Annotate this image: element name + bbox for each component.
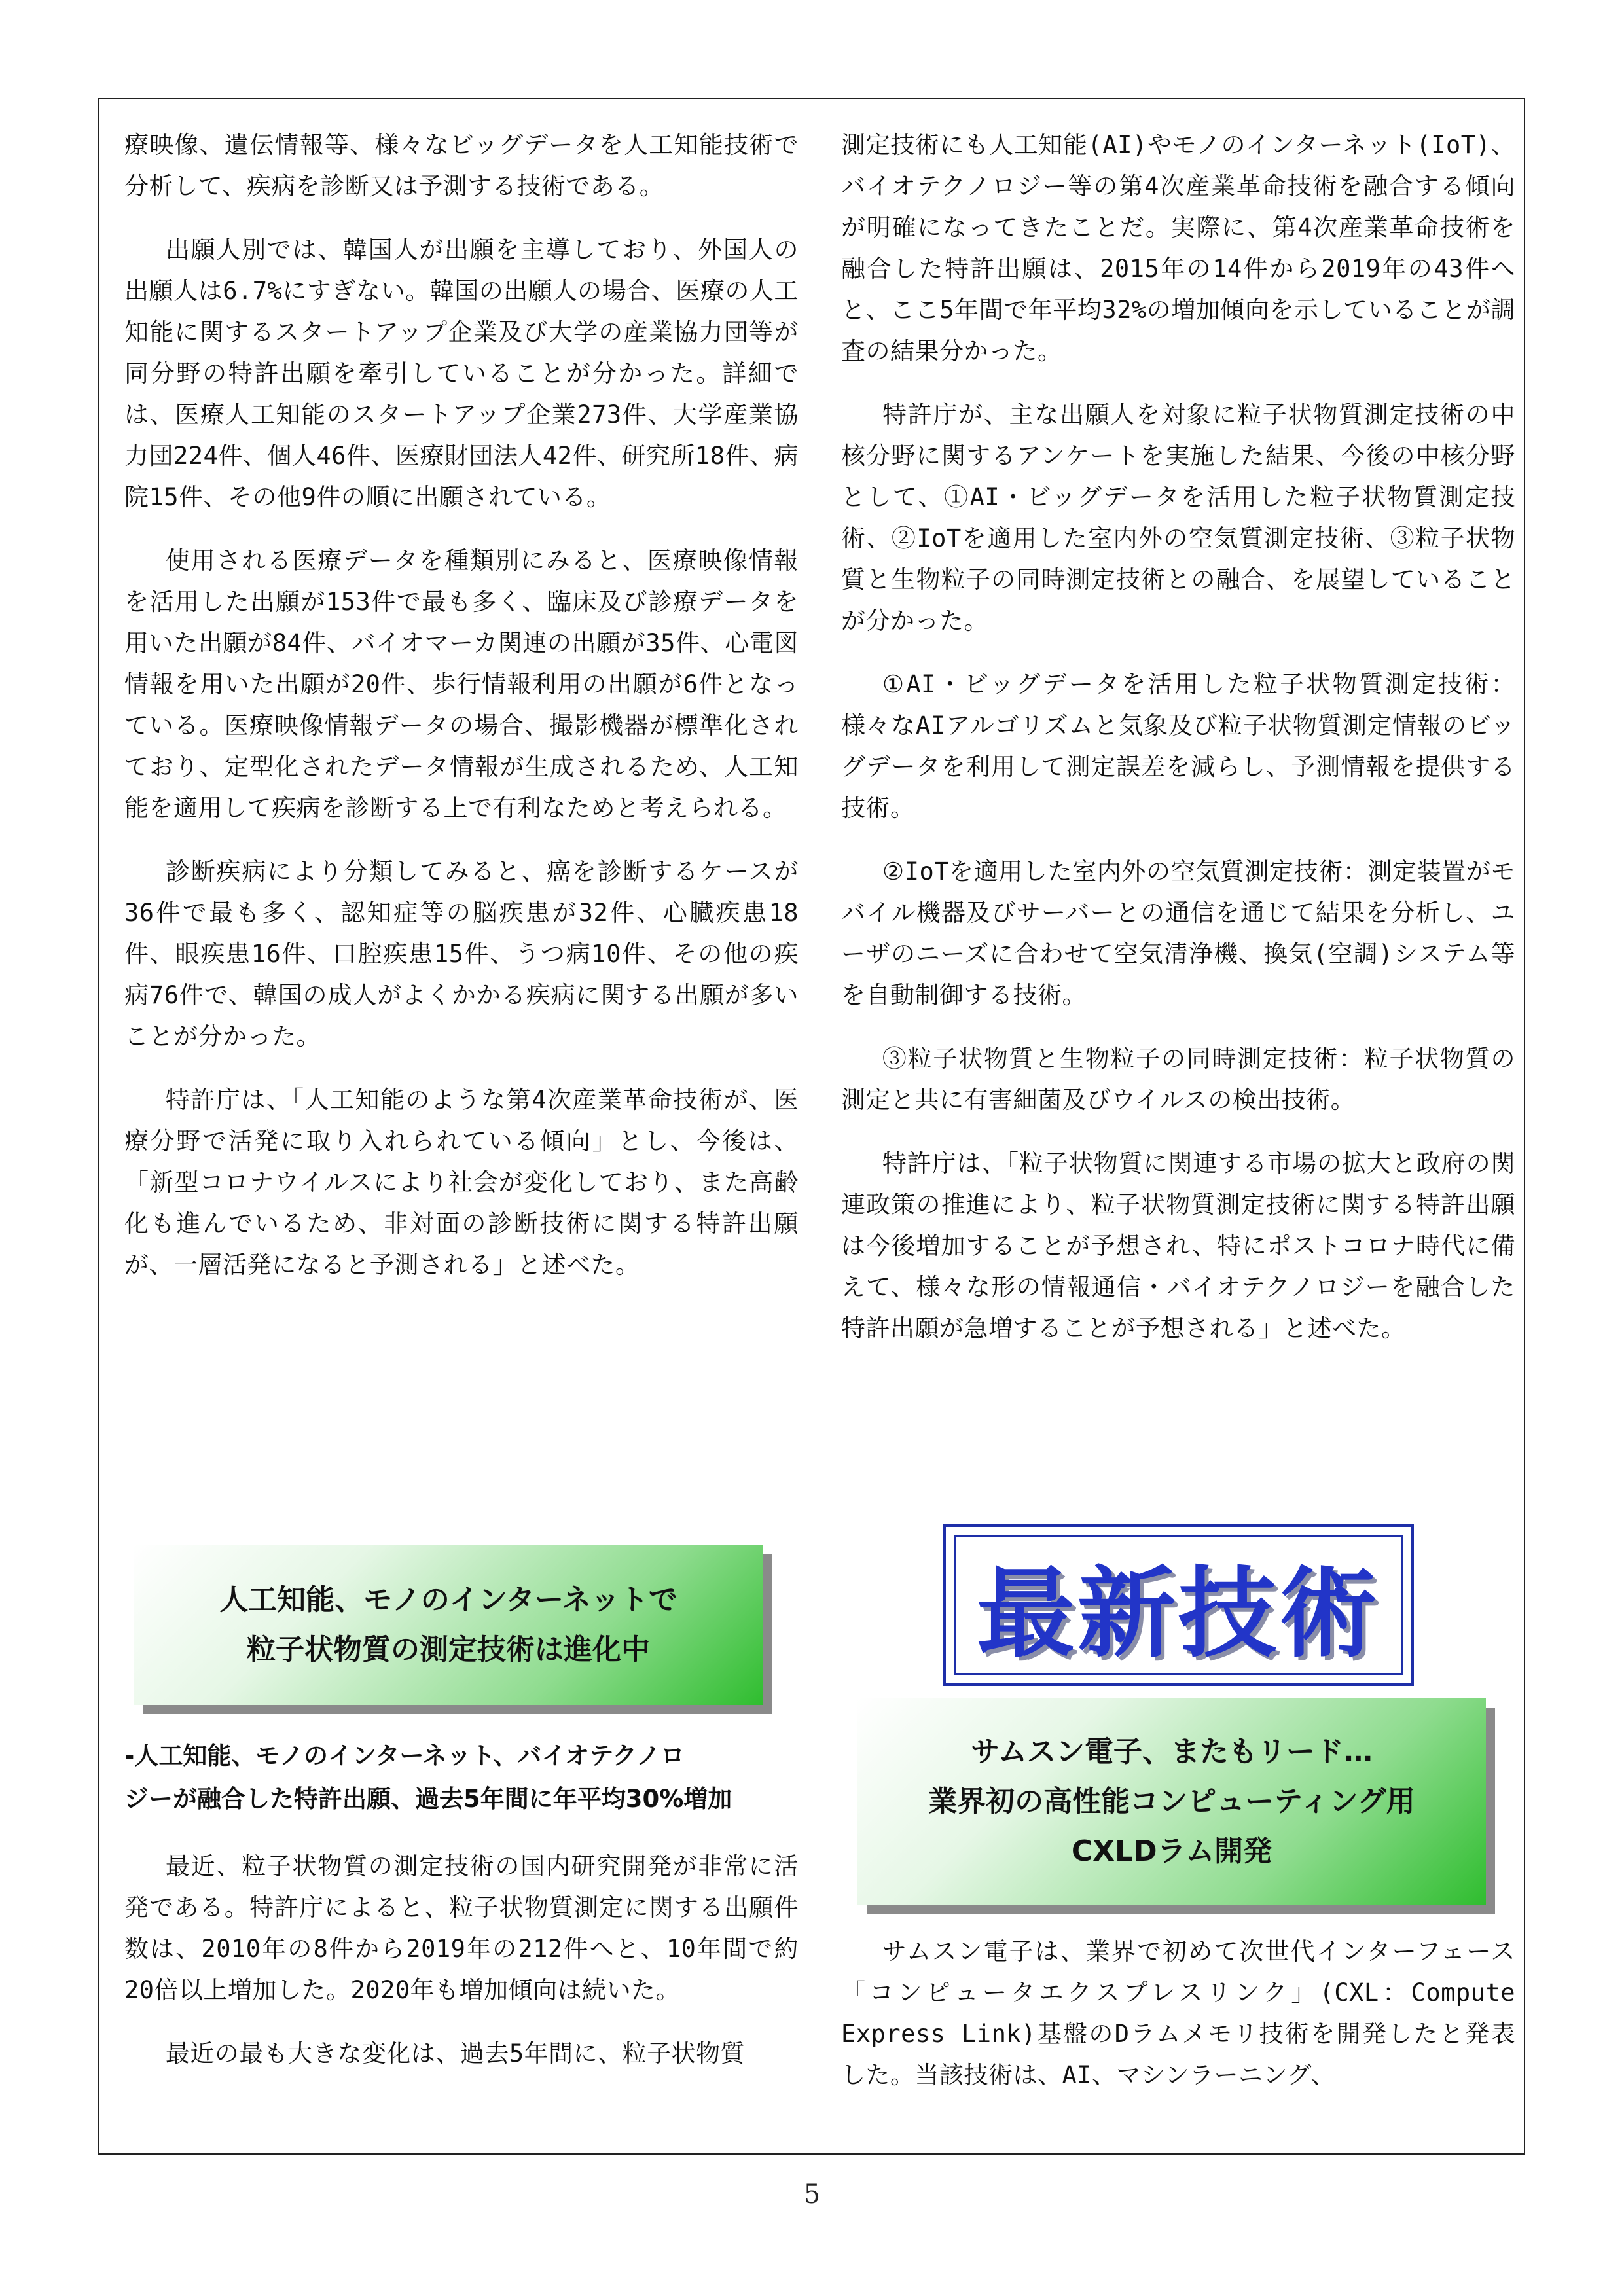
left-column bbox=[124, 124, 799, 1308]
paragraph: 最近、粒子状物質の測定技術の国内研究開発が非常に活発である。特許庁によると、粒子状物質測定に関する出願件数は、2010年の8件から2019年の212件へと、10年間で約20倍以上増加した。2020年も増加傾向は続いた。 bbox=[124, 1852, 799, 2004]
page-number: 5 bbox=[803, 2179, 821, 2210]
right-lower-body bbox=[841, 1931, 1515, 2118]
headline-line: 粒子状物質の測定技術は進化中 bbox=[247, 1632, 650, 1666]
subheadline-line: -人工知能、モノのインターネット、バイオテクノロ bbox=[124, 1742, 685, 1770]
paragraph: サムスン電子は、業界で初めて次世代インターフェース「コンピュータエクスプレスリンク」(CXL：Compute Express Link)基盤のDラムメモリ技術を開発したと発表した。当該技術は、AI、マシンラーニング、 bbox=[841, 1937, 1515, 2089]
article-subheadline bbox=[124, 1734, 799, 1821]
paragraph: ②IoTを適用した室内外の空気質測定技術：測定装置がモバイル機器及びサーバーとの通信を通じて結果を分析し、ユーザのニーズに合わせて空気清浄機、換気(空調)システム等を自動制御する技術。 bbox=[841, 857, 1515, 1009]
article-headline-banner bbox=[857, 1698, 1486, 1905]
badge-inner-border bbox=[954, 1535, 1403, 1675]
paragraph: 診断疾病により分類してみると、癌を診断するケースが36件で最も多く、認知症等の脳疾患が32件、心臓疾患18件、眼疾患16件、口腔疾患15件、うつ病10件、その他の疾病76件で、韓国の成人がよくかかる疾病に関する出願が多いことが分かった。 bbox=[124, 857, 799, 1050]
paragraph: 使用される医療データを種類別にみると、医療映像情報を活用した出願が153件で最も多く、臨床及び診療データを用いた出願が84件、バイオマーカ関連の出願が35件、心電図情報を用いた出願が20件、歩行情報利用の出願が6件となっている。医療映像情報データの場合、撮影機器が標準化されており、定型化されたデータ情報が生成されるため、人工知能を適用して疾病を診断する上で有利なためと考えられる。 bbox=[124, 547, 799, 822]
paragraph: 療映像、遺伝情報等、様々なビッグデータを人工知能技術で分析して、疾病を診断又は予測する技術である。 bbox=[124, 131, 799, 200]
paragraph: 最近の最も大きな変化は、過去5年間に、粒子状物質 bbox=[165, 2039, 746, 2068]
headline-line: 業界初の高性能コンピューティング用 bbox=[928, 1784, 1415, 1818]
headline-line: 人工知能、モノのインターネットで bbox=[219, 1583, 677, 1617]
paragraph: 測定技術にも人工知能(AI)やモノのインターネット(IoT)、バイオテクノロジー等の第4次産業革命技術を融合する傾向が明確になってきたことだ。実際に、第4次産業革命技術を融合した特許出願は、2015年の14件から2019年の43件へと、ここ5年間で年平均32%の増加傾向を示していることが調査の結果分かった。 bbox=[841, 131, 1515, 365]
latest-technology-section-badge bbox=[943, 1524, 1414, 1686]
left-lower-body bbox=[124, 1846, 799, 2096]
paragraph: ③粒子状物質と生物粒子の同時測定技術：粒子状物質の測定と共に有害細菌及びウイルスの検出技術。 bbox=[841, 1045, 1515, 1114]
subheadline-line: ジーが融合した特許出願、過去5年間に年平均30%増加 bbox=[124, 1785, 732, 1813]
paragraph: 特許庁は、「人工知能のような第4次産業革命技術が、医療分野で活発に取り入れられている傾向」とし、今後は、「新型コロナウイルスにより社会が変化しており、また高齢化も進んでいるため、非対面の診断技術に関する特許出願が、一層活発になると予測される」と述べた。 bbox=[124, 1086, 799, 1279]
paragraph: ①AI・ビッグデータを活用した粒子状物質測定技術：様々なAIアルゴリズムと気象及び粒子状物質測定情報のビッグデータを利用して測定誤差を減らし、予測情報を提供する技術。 bbox=[841, 670, 1515, 822]
article-headline-banner bbox=[134, 1545, 763, 1705]
section-title: 最新技術 bbox=[976, 1557, 1380, 1671]
right-column bbox=[841, 124, 1515, 1371]
headline-line: CXLDラム開発 bbox=[1071, 1834, 1272, 1868]
paragraph: 特許庁は、「粒子状物質に関連する市場の拡大と政府の関連政策の推進により、粒子状物質測定技術に関する特許出願は今後増加することが予想され、特にポストコロナ時代に備えて、様々な形の情報通信・バイオテクノロジーを融合した特許出願が急増することが予想される」と述べた。 bbox=[841, 1149, 1515, 1342]
paragraph: 出願人別では、韓国人が出願を主導しており、外国人の出願人は6.7%にすぎない。韓国の出願人の場合、医療の人工知能に関するスタートアップ企業及び大学の産業協力団等が同分野の特許出願を牽引していることが分かった。詳細では、医療人工知能のスタートアップ企業273件、大学産業協力団224件、個人46件、医療財団法人42件、研究所18件、病院15件、その他9件の順に出願されている。 bbox=[124, 236, 799, 511]
headline-line: サムスン電子、またもリード… bbox=[971, 1734, 1373, 1768]
paragraph: 特許庁が、主な出願人を対象に粒子状物質測定技術の中核分野に関するアンケートを実施した結果、今後の中核分野として、①AI・ビッグデータを活用した粒子状物質測定技術、②IoTを適用した室内外の空気質測定技術、③粒子状物質と生物粒子の同時測定技術との融合、を展望していることが分かった。 bbox=[841, 401, 1515, 635]
